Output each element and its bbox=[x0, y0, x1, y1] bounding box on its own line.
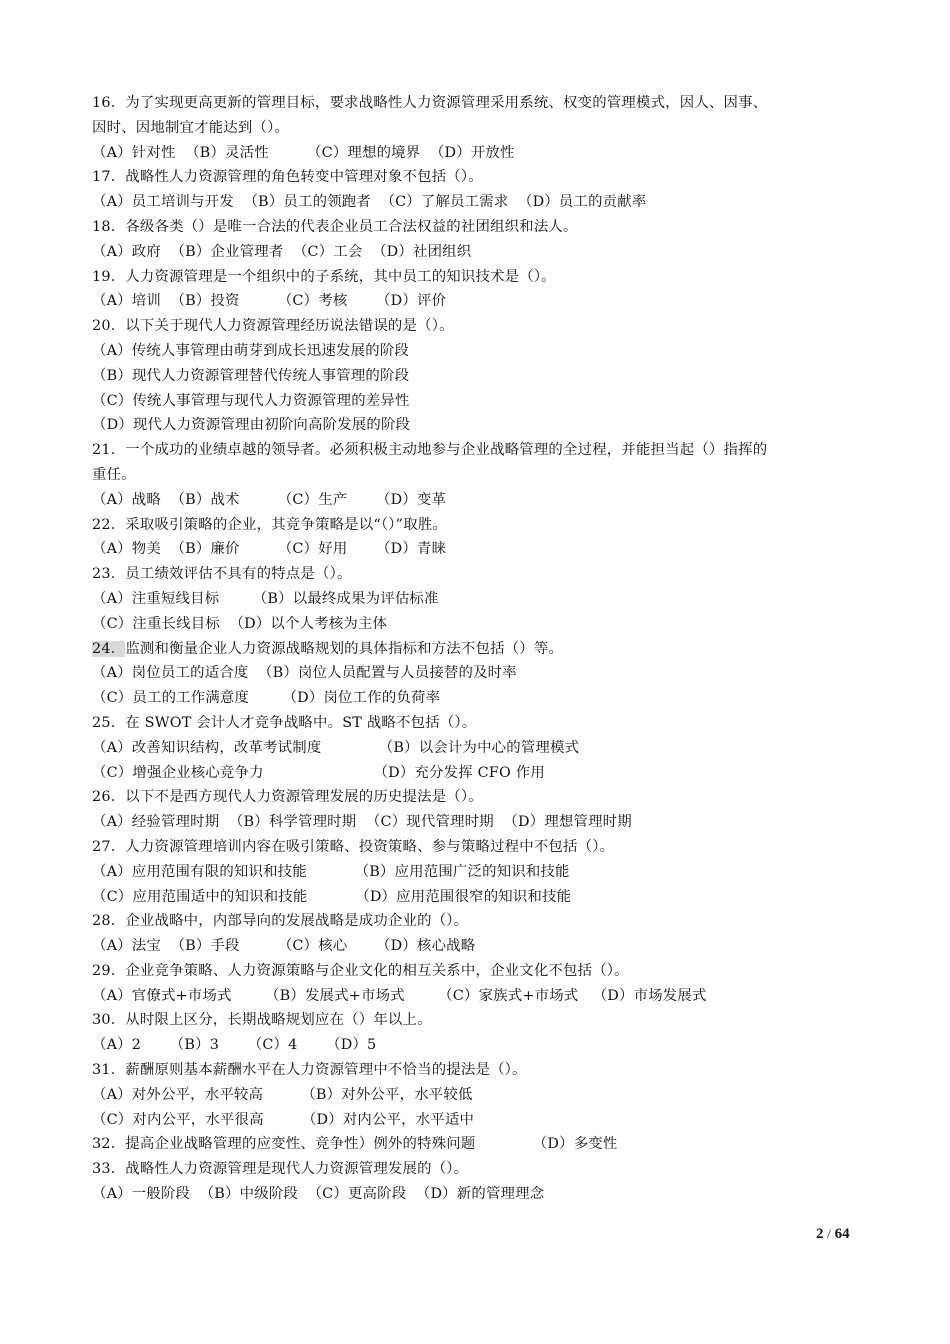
text-line bbox=[92, 488, 852, 513]
line-text: （A）物美 （B）廉价 （C）好用 （D）青睐 bbox=[92, 541, 447, 558]
line-text: 27．人力资源管理培训内容在吸引策略、投资策略、参与策略过程中不包括（）。 bbox=[92, 838, 615, 855]
text-line bbox=[92, 389, 852, 414]
line-text: 30．从时限上区分，长期战略规划应在（）年以上。 bbox=[92, 1012, 432, 1029]
line-text: （A）针对性 （B）灵活性 （C）理想的境界 （D）开放性 bbox=[92, 144, 515, 161]
text-line bbox=[92, 215, 852, 240]
text-line bbox=[92, 339, 852, 364]
line-text: 29．企业竞争策略、人力资源策略与企业文化的相互关系中，企业文化不包括（）。 bbox=[92, 962, 629, 979]
text-line bbox=[92, 810, 852, 835]
line-text: 32．提高企业战略管理的应变性、竞争性）例外的特殊问题 （D）多变性 bbox=[92, 1136, 618, 1153]
page-total: 64 bbox=[834, 1226, 850, 1242]
text-line bbox=[92, 91, 852, 116]
line-text: 26．以下不是西方现代人力资源管理发展的历史提法是（）。 bbox=[92, 789, 483, 806]
text-line bbox=[92, 637, 852, 662]
line-text: 33．战略性人力资源管理是现代人力资源管理发展的（）。 bbox=[92, 1161, 469, 1178]
text-line bbox=[92, 562, 852, 587]
text-line bbox=[92, 984, 852, 1009]
line-text: （C）注重长线目标 （D）以个人考核为主体 bbox=[92, 615, 388, 632]
text-line bbox=[92, 686, 852, 711]
text-line bbox=[92, 587, 852, 612]
line-text: （C）对内公平，水平很高 （D）对内公平，水平适中 bbox=[92, 1111, 475, 1128]
highlighted-question-number: 24． bbox=[92, 640, 126, 657]
line-text: （A）对外公平，水平较高 （B）对外公平，水平较低 bbox=[92, 1086, 473, 1103]
line-text: （A）注重短线目标 （B）以最终成果为评估标准 bbox=[92, 590, 439, 607]
text-line bbox=[92, 165, 852, 190]
text-line bbox=[92, 1182, 852, 1207]
text-line bbox=[92, 711, 852, 736]
text-line bbox=[92, 141, 852, 166]
text-line bbox=[92, 1083, 852, 1108]
line-text: 重任。 bbox=[92, 466, 136, 483]
page-current: 2 bbox=[816, 1226, 824, 1242]
line-text: （A）传统人事管理由萌芽到成长迅速发展的阶段 bbox=[92, 342, 409, 359]
text-line bbox=[92, 513, 852, 538]
line-text: 因时、因地制宜才能达到（）。 bbox=[92, 119, 290, 136]
text-line bbox=[92, 289, 852, 314]
line-text: 22．采取吸引策略的企业，其竞争策略是以“（）”取胜。 bbox=[92, 516, 448, 533]
line-text: 23．员工绩效评估不具有的特点是（）。 bbox=[92, 566, 352, 583]
line-text: （A）员工培训与开发 （B）员工的领跑者 （C）了解员工需求 （D）员工的贡献率 bbox=[92, 194, 647, 211]
line-text: 16．为了实现更高更新的管理目标，要求战略性人力资源管理采用系统、权变的管理模式，因人、因事、 bbox=[92, 95, 768, 111]
line-text: 19．人力资源管理是一个组织中的子系统，其中员工的知识技术是（）。 bbox=[92, 268, 556, 285]
line-text: （C）传统人事管理与现代人力资源管理的差异性 bbox=[92, 392, 410, 409]
document-body bbox=[92, 91, 852, 1207]
text-line bbox=[92, 314, 852, 339]
text-line bbox=[92, 1033, 852, 1058]
line-text: 28．企业战略中，内部导向的发展战略是成功企业的（）。 bbox=[92, 913, 469, 930]
text-line bbox=[92, 1157, 852, 1182]
line-text: （A）2 （B）3 （C）4 （D）5 bbox=[92, 1037, 377, 1054]
line-text: （A）应用范围有限的知识和技能 （B）应用范围广泛的知识和技能 bbox=[92, 863, 570, 880]
text-line bbox=[92, 785, 852, 810]
text-line bbox=[92, 190, 852, 215]
text-line bbox=[92, 835, 852, 860]
line-text: （C）员工的工作满意度 （D）岗位工作的负荷率 bbox=[92, 690, 441, 707]
text-line bbox=[92, 438, 852, 463]
line-text: 20．以下关于现代人力资源管理经历说法错误的是（）。 bbox=[92, 318, 454, 335]
line-text: （A）培训 （B）投资 （C）考核 （D）评价 bbox=[92, 293, 447, 310]
text-line bbox=[92, 537, 852, 562]
text-line bbox=[92, 463, 852, 488]
text-line bbox=[92, 1132, 852, 1157]
text-line bbox=[92, 1108, 852, 1133]
text-line bbox=[92, 736, 852, 761]
line-text: 17．战略性人力资源管理的角色转变中管理对象不包括（）。 bbox=[92, 169, 483, 186]
text-line bbox=[92, 413, 852, 438]
line-text: （A）岗位员工的适合度 （B）岗位人员配置与人员接替的及时率 bbox=[92, 665, 517, 682]
line-text: 21．一个成功的业绩卓越的领导者。必须积极主动地参与企业战略管理的全过程，并能担当起（）指挥的 bbox=[92, 442, 768, 459]
text-line bbox=[92, 1058, 852, 1083]
text-line bbox=[92, 885, 852, 910]
line-text: （A）战略 （B）战术 （C）生产 （D）变革 bbox=[92, 491, 447, 508]
line-text: 监测和衡量企业人力资源战略规划的具体指标和方法不包括（）等。 bbox=[125, 640, 564, 657]
line-text: （B）现代人力资源管理替代传统人事管理的阶段 bbox=[92, 367, 410, 384]
line-text: （D）现代人力资源管理由初阶向高阶发展的阶段 bbox=[92, 417, 411, 434]
line-text: （C）增强企业核心竞争力 （D）充分发挥 CFO 作用 bbox=[92, 764, 545, 781]
page-number bbox=[816, 1226, 850, 1243]
line-text: （A）经验管理时期 （B）科学管理时期 （C）现代管理时期 （D）理想管理时期 bbox=[92, 814, 632, 831]
line-text: （A）改善知识结构，改革考试制度 （B）以会计为中心的管理模式 bbox=[92, 739, 580, 756]
line-text: （C）应用范围适中的知识和技能 （D）应用范围很窄的知识和技能 bbox=[92, 888, 572, 905]
page-separator: / bbox=[827, 1226, 831, 1241]
text-line bbox=[92, 661, 852, 686]
text-line bbox=[92, 959, 852, 984]
line-text: （A）一般阶段 （B）中级阶段 （C）更高阶段 （D）新的管理理念 bbox=[92, 1186, 545, 1203]
line-text: 31．薪酬原则基本薪酬水平在人力资源管理中不恰当的提法是（）。 bbox=[92, 1062, 527, 1079]
text-line bbox=[92, 860, 852, 885]
line-text: （A）官僚式+市场式 （B）发展式+市场式 （C）家族式+市场式 （D）市场发展式 bbox=[92, 987, 707, 1004]
text-line bbox=[92, 934, 852, 959]
text-line bbox=[92, 761, 852, 786]
line-text: 18．各级各类（）是唯一合法的代表企业员工合法权益的社团组织和法人。 bbox=[92, 218, 578, 235]
text-line bbox=[92, 265, 852, 290]
line-text: （A）政府 （B）企业管理者 （C）工会 （D）社团组织 bbox=[92, 243, 472, 260]
text-line bbox=[92, 909, 852, 934]
text-line bbox=[92, 240, 852, 265]
text-line bbox=[92, 612, 852, 637]
line-text: 25．在 SWOT 会计人才竞争战略中。ST 战略不包括（）。 bbox=[92, 714, 477, 731]
text-line bbox=[92, 364, 852, 389]
text-line bbox=[92, 1008, 852, 1033]
line-text: （A）法宝 （B）手段 （C）核心 （D）核心战略 bbox=[92, 938, 476, 955]
text-line bbox=[92, 116, 852, 141]
